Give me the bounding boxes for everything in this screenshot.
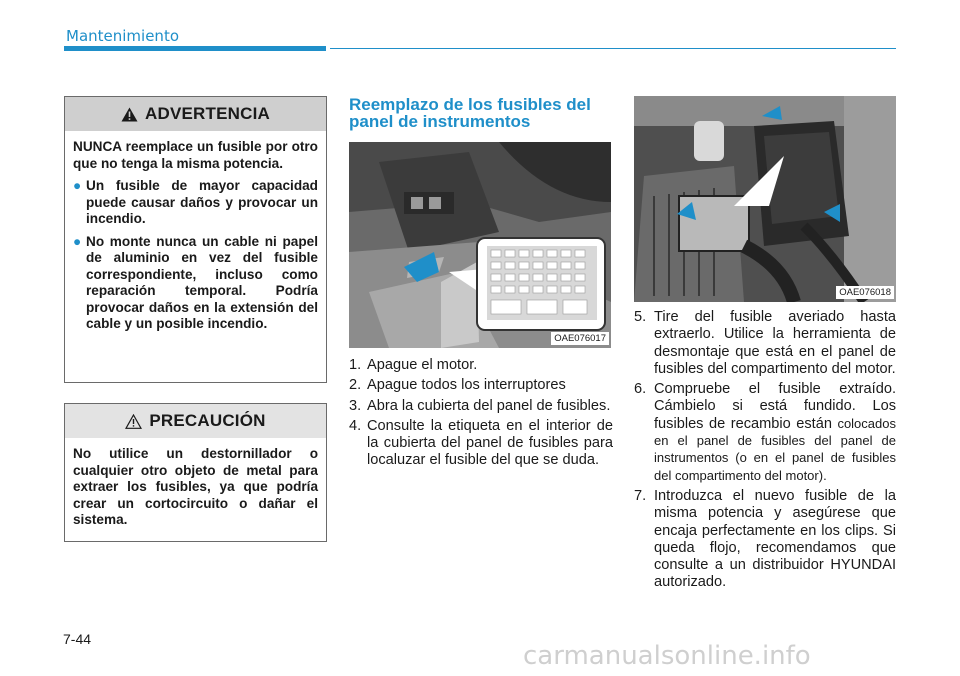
step-text: Introduzca el nuevo fusible de la misma potencia y asegúrese que encaja perfectamente en los clips. Si queda flojo, recomendamos que consulte a un distribuidor HYUNDAI autorizado. xyxy=(654,487,896,591)
step-item xyxy=(349,357,613,374)
caution-triangle-icon xyxy=(125,414,142,429)
step-number: 3. xyxy=(349,397,362,414)
warning-bullet-text: No monte nunca un cable ni papel de aluminio en vez del fusible correspondiente, incluso como reparación temporal. Podría provocar daños en la extensión del cable y un posible incendio. xyxy=(86,233,318,331)
warning-box xyxy=(64,96,327,383)
step-item xyxy=(349,418,613,470)
instrument-panel-photo xyxy=(349,142,611,348)
step-item xyxy=(634,488,896,592)
warning-bullet-text: Un fusible de mayor capacidad puede causar daños y provocar un incendio. xyxy=(86,178,318,226)
warning-intro: NUNCA reemplace un fusible por otro que no tenga la misma potencia. xyxy=(73,139,318,171)
image-code: OAE076018 xyxy=(836,286,894,299)
warning-triangle-icon xyxy=(121,107,138,122)
image-code: OAE076017 xyxy=(551,332,609,345)
bullet-dot-icon: ● xyxy=(73,178,82,193)
steps-list-right xyxy=(634,309,896,595)
section-title: Mantenimiento xyxy=(66,27,179,45)
warning-bullet xyxy=(73,178,318,228)
step-number: 6. xyxy=(634,381,647,398)
engine-compartment-illustration xyxy=(634,96,896,302)
caution-text: No utilice un destornillador o cualquier otro objeto de metal para extraer los fusibles, ya que podría crear un cortocircuito o dañar el sistema. xyxy=(73,446,318,527)
warning-title: ADVERTENCIA xyxy=(145,104,270,123)
header-rule-thin xyxy=(330,48,896,49)
step-text: Consulte la etiqueta en el interior de la cubierta del panel de fusibles para localuzar el fusible del que se duda. xyxy=(367,417,613,469)
instrument-panel-illustration xyxy=(349,142,611,348)
step-number: 1. xyxy=(349,357,362,373)
caution-header xyxy=(65,404,326,438)
warning-body xyxy=(65,131,326,333)
step-number: 7. xyxy=(634,487,647,504)
steps-list-left xyxy=(349,357,613,473)
bullet-dot-icon: ● xyxy=(73,233,82,249)
page-number: 7-44 xyxy=(63,631,92,647)
step-number: 5. xyxy=(634,309,647,325)
warning-bullet xyxy=(73,234,318,333)
step-number: 2. xyxy=(349,377,362,394)
watermark: carmanualsonline.info xyxy=(523,641,811,671)
caution-title: PRECAUCIÓN xyxy=(149,411,266,430)
step-item xyxy=(634,381,896,485)
step-text: Compruebe el fusible extraído. Cámbielo si está fundido. Los fusibles de recambio están xyxy=(654,381,896,432)
step-text: Abra la cubierta del panel de fusibles. xyxy=(367,397,611,414)
step-number: 4. xyxy=(349,417,362,434)
step-text: Apague el motor. xyxy=(367,357,478,373)
caution-box xyxy=(64,403,327,542)
step-item xyxy=(349,377,613,394)
procedure-title: Reemplazo de los fusibles del panel de instrumentos xyxy=(349,95,591,131)
caution-body xyxy=(65,438,326,529)
header-rule-thick xyxy=(64,46,326,51)
step-text: Tire del fusible averiado hasta extraerlo. Utilice la herramienta de desmontaje que está en el panel de fusibles del compartimento del motor. xyxy=(654,309,896,377)
engine-fuse-box-photo xyxy=(634,96,896,302)
warning-header xyxy=(65,97,326,131)
step-item xyxy=(349,398,613,415)
step-item xyxy=(634,309,896,378)
step-text: Apague todos los interruptores xyxy=(367,377,566,394)
step-text-small: colocados en el panel de fusibles del panel de instrumentos (o en el panel de fusibles del compartimento del motor). xyxy=(654,415,896,483)
